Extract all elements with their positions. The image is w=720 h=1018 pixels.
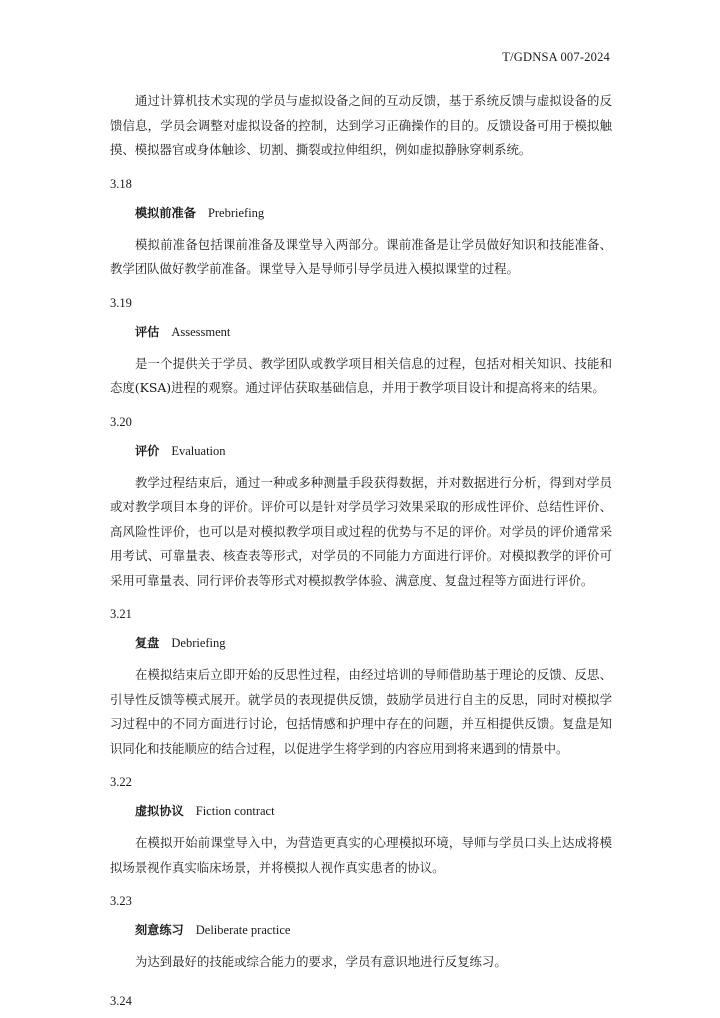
document-body	[110, 89, 612, 1018]
term-chinese: 评价	[135, 443, 160, 458]
term-english: Debriefing	[171, 636, 226, 650]
clause-number: 3.21	[110, 607, 132, 621]
clause-term	[110, 799, 612, 823]
term-chinese: 评估	[135, 324, 160, 339]
clause-definition: 教学过程结束后，通过一种或多种测量手段获得数据，并对数据进行分析，得到对学员或对教学项目本身的评价。评价可以是针对学员学习效果采取的形成性评价、总结性评价、高风险性评价，也可以是对模拟教学项目或过程的优势与不足的评价。对学员的评价通常采用考试、可靠量表、核查表等形式，对学员的不同能力方面进行评价。对模拟教学的评价可采用可靠量表、同行评价表等形式对模拟教学体验、满意度、复盘过程等方面进行评价。	[110, 474, 612, 588]
clause-term	[110, 439, 612, 463]
document-code: T/GDNSA 007-2024	[502, 50, 610, 64]
clause-definition: 在模拟开始前课堂导入中，为营造更真实的心理模拟环境，导师与学员口头上达成将模拟场景视作真实临床场景，并将模拟人视作真实患者的协议。	[110, 835, 612, 875]
clause-term	[110, 201, 612, 225]
clause-number: 3.20	[110, 414, 132, 429]
clause-number: 3.23	[110, 894, 132, 908]
clause-definition: 模拟前准备包括课前准备及课堂导入两部分。课前准备是让学员做好知识和技能准备、教学团队做好教学前准备。课堂导入是导师引导学员进入模拟课堂的过程。	[110, 236, 612, 276]
term-english: Deliberate practice	[195, 923, 291, 937]
clause-3-18	[110, 172, 612, 282]
clause-3-21	[110, 602, 612, 761]
clause-definition: 为达到最好的技能或综合能力的要求，学员有意识地进行反复练习。	[135, 954, 507, 969]
term-chinese: 虚拟协议	[135, 804, 184, 818]
term-chinese: 复盘	[135, 636, 160, 650]
clause-3-23	[110, 889, 612, 975]
clause-number: 3.22	[110, 775, 132, 789]
term-english: Fiction contract	[195, 804, 275, 818]
clause-term	[110, 320, 612, 344]
term-chinese: 模拟前准备	[135, 205, 196, 220]
clause-3-22	[110, 770, 612, 880]
clause-definition: 是一个提供关于学员、教学团队或教学项目相关信息的过程，包括对相关知识、技能和态度(KSA)进程的观察。通过评估获取基础信息，并用于教学项目设计和提高将来的结果。	[110, 355, 612, 395]
term-english: Assessment	[171, 324, 231, 339]
clause-number-3-24: 3.24	[110, 993, 132, 1008]
clause-number: 3.19	[110, 295, 132, 310]
term-english: Prebriefing	[207, 205, 265, 220]
clause-3-19	[110, 291, 612, 401]
term-english: Evaluation	[171, 443, 226, 458]
clause-definition: 在模拟结束后立即开始的反思性过程，由经过培训的导师借助基于理论的反馈、反思、引导性反馈等模式展开。就学员的表现提供反馈，鼓励学员进行自主的反思，同时对模拟学习过程中的不同方面进行讨论，包括情感和护理中存在的问题，并互相提供反馈。复盘是知识同化和技能顺应的结合过程，以促进学生将学到的内容应用到将来遇到的情景中。	[110, 667, 612, 756]
clause-term	[110, 631, 612, 655]
intro-paragraph: 通过计算机技术实现的学员与虚拟设备之间的互动反馈，基于系统反馈与虚拟设备的反馈信息，学员会调整对虚拟设备的控制，达到学习正确操作的目的。反馈设备可用于模拟触摸、模拟器官或身体触诊、切割、撕裂或拉伸组织，例如虚拟静脉穿刺系统。	[110, 93, 612, 157]
clause-3-20	[110, 410, 612, 594]
clause-term	[110, 918, 612, 942]
clause-number: 3.18	[110, 176, 132, 191]
term-chinese: 刻意练习	[135, 923, 184, 937]
